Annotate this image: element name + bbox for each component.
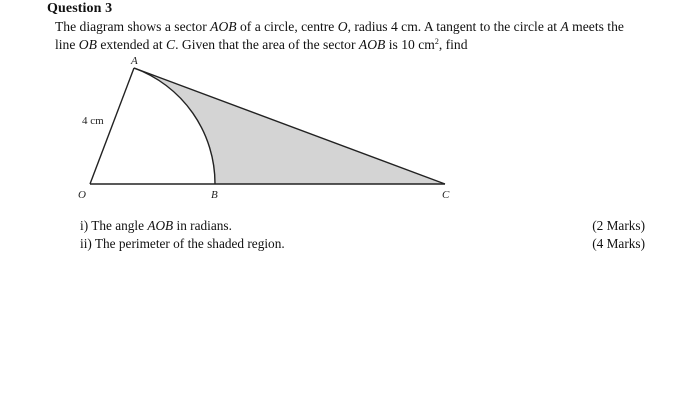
question-line-1: The diagram shows a sector AOB of a circle, centre O, radius 4 cm. A tangent to the circle at A meets the bbox=[55, 19, 624, 34]
question-parts bbox=[80, 217, 645, 253]
label-a: A bbox=[131, 55, 138, 67]
part-i-marks: (2 Marks) bbox=[592, 218, 645, 233]
part-i-text: i) The angle AOB in radians. bbox=[80, 218, 232, 233]
label-c: C bbox=[442, 189, 450, 201]
label-b: B bbox=[211, 189, 218, 201]
question-line-2: line OB extended at C. Given that the area of the sector AOB is 10 $cm^2$, find bbox=[55, 37, 468, 52]
label-o: O bbox=[78, 189, 86, 201]
part-ii-marks: (4 Marks) bbox=[592, 236, 645, 251]
part-ii-text: ii) The perimeter of the shaded region. bbox=[80, 236, 285, 251]
part-ii bbox=[80, 235, 645, 253]
question-heading: Question 3 bbox=[47, 1, 113, 16]
label-radius: 4 cm bbox=[82, 115, 104, 127]
part-i bbox=[80, 217, 645, 235]
